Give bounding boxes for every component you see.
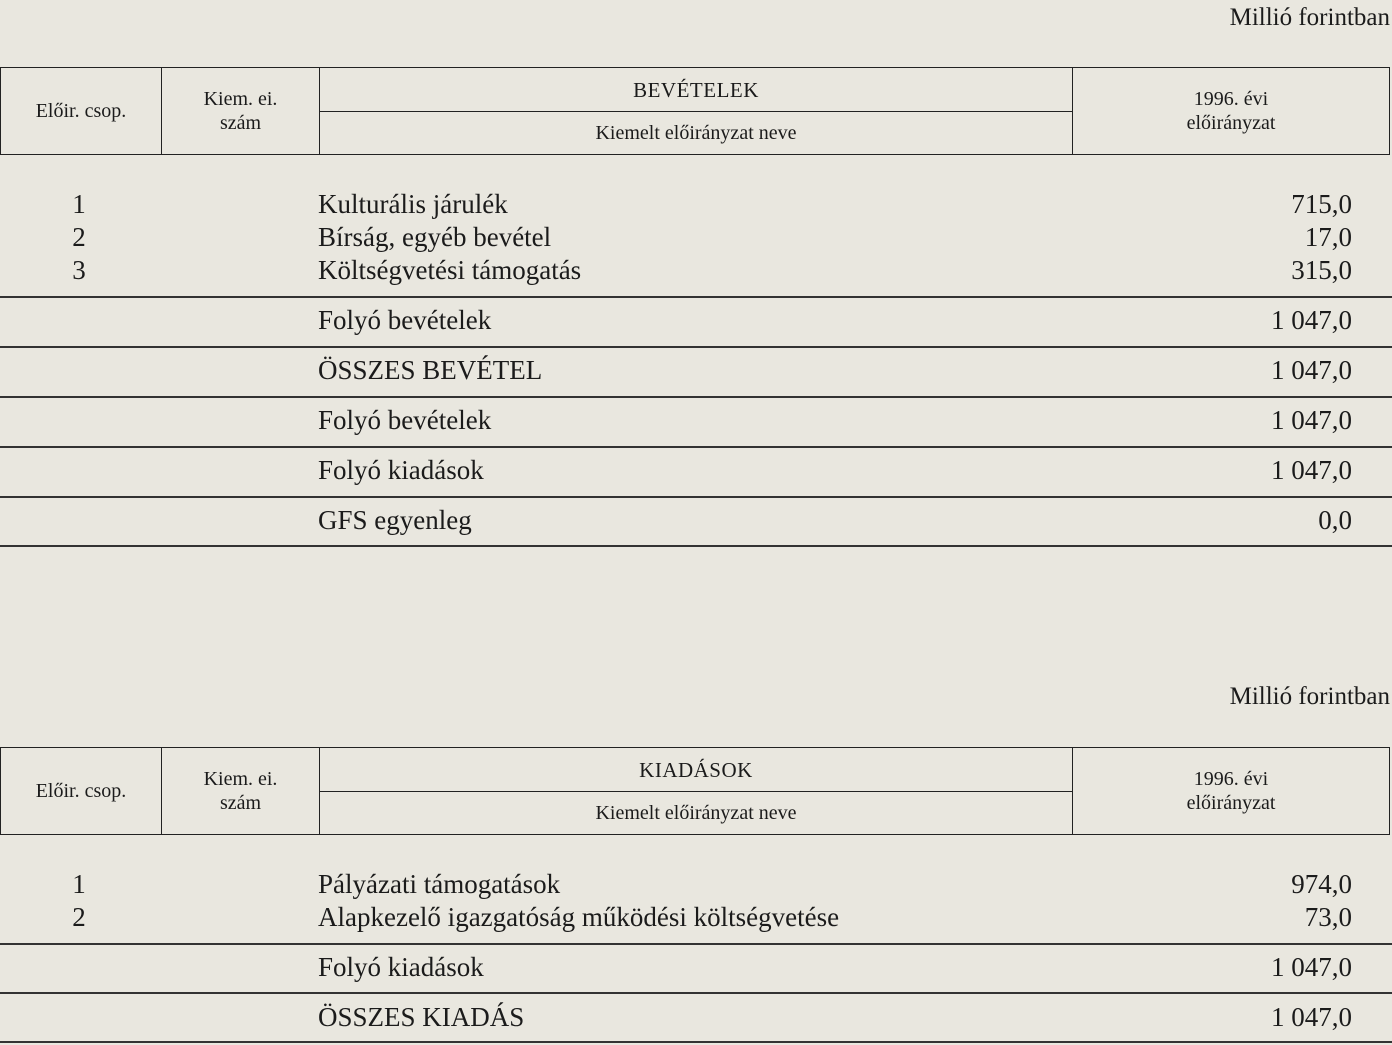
row-value: 17,0 xyxy=(1304,222,1352,252)
total-value: 0,0 xyxy=(1318,505,1352,535)
row-value: 715,0 xyxy=(1291,189,1352,219)
row-number: 2 xyxy=(72,222,86,252)
header-appropriation-line1: 1996. évi xyxy=(1193,88,1269,110)
header-item-number-line2: szám xyxy=(219,792,262,814)
divider xyxy=(0,992,1392,994)
header-appropriation xyxy=(1073,748,1389,834)
header-section-title: BEVÉTELEK xyxy=(320,68,1072,112)
header-item-number xyxy=(162,68,320,154)
divider xyxy=(0,545,1392,547)
total-row xyxy=(0,305,1390,338)
total-name: Folyó kiadások xyxy=(318,952,484,982)
header-item-number xyxy=(162,748,320,834)
header-name xyxy=(320,68,1073,154)
total-row xyxy=(0,1002,1390,1035)
total-value: 1 047,0 xyxy=(1271,455,1352,485)
total-row xyxy=(0,505,1390,538)
divider xyxy=(0,396,1392,398)
divider xyxy=(0,496,1392,498)
divider xyxy=(0,446,1392,448)
total-name: GFS egyenleg xyxy=(318,505,472,535)
divider xyxy=(0,296,1392,298)
row-value: 73,0 xyxy=(1304,902,1352,932)
total-row xyxy=(0,355,1390,388)
row-value: 974,0 xyxy=(1291,869,1352,899)
total-row xyxy=(0,455,1390,488)
header-item-number-line1: Kiem. ei. xyxy=(203,768,278,790)
divider xyxy=(0,1041,1392,1043)
total-name: Folyó bevételek xyxy=(318,405,492,435)
unit-label: Millió forintban xyxy=(1229,4,1390,31)
total-name: ÖSSZES BEVÉTEL xyxy=(318,355,543,385)
row-value: 315,0 xyxy=(1291,255,1352,285)
header-appropriation xyxy=(1073,68,1389,154)
header-appropriation-line1: 1996. évi xyxy=(1193,768,1269,790)
unit-label: Millió forintban xyxy=(1229,683,1390,710)
header-group: Előir. csop. xyxy=(1,68,162,154)
total-name: Folyó bevételek xyxy=(318,305,492,335)
header-appropriation-line2: előirányzat xyxy=(1186,112,1276,134)
total-row xyxy=(0,405,1390,438)
row-name: Kulturális járulék xyxy=(318,189,508,219)
table-row xyxy=(0,902,1390,935)
table-row xyxy=(0,255,1390,288)
divider xyxy=(0,943,1392,945)
header-item-number-line1: Kiem. ei. xyxy=(203,88,278,110)
row-name: Alapkezelő igazgatóság működési költségvetése xyxy=(318,902,840,932)
header-name-sub: Kiemelt előirányzat neve xyxy=(595,122,797,144)
total-row xyxy=(0,952,1390,985)
total-value: 1 047,0 xyxy=(1271,1002,1352,1032)
total-value: 1 047,0 xyxy=(1271,952,1352,982)
row-number: 1 xyxy=(72,189,86,219)
table-row xyxy=(0,222,1390,255)
expenditure-table-header xyxy=(0,747,1390,835)
header-name xyxy=(320,748,1073,834)
total-value: 1 047,0 xyxy=(1271,305,1352,335)
total-name: ÖSSZES KIADÁS xyxy=(318,1002,525,1032)
total-value: 1 047,0 xyxy=(1271,405,1352,435)
header-name-sub: Kiemelt előirányzat neve xyxy=(595,802,797,824)
row-name: Pályázati támogatások xyxy=(318,869,561,899)
table-row xyxy=(0,189,1390,222)
divider xyxy=(0,346,1392,348)
header-item-number-line2: szám xyxy=(219,112,262,134)
total-name: Folyó kiadások xyxy=(318,455,484,485)
header-group: Előir. csop. xyxy=(1,748,162,834)
row-number: 1 xyxy=(72,869,86,899)
revenue-table-header xyxy=(0,67,1390,155)
table-row xyxy=(0,869,1390,902)
row-number: 3 xyxy=(72,255,86,285)
header-appropriation-line2: előirányzat xyxy=(1186,792,1276,814)
row-name: Költségvetési támogatás xyxy=(318,255,582,285)
row-name: Bírság, egyéb bevétel xyxy=(318,222,552,252)
row-number: 2 xyxy=(72,902,86,932)
header-section-title: KIADÁSOK xyxy=(320,748,1072,792)
total-value: 1 047,0 xyxy=(1271,355,1352,385)
